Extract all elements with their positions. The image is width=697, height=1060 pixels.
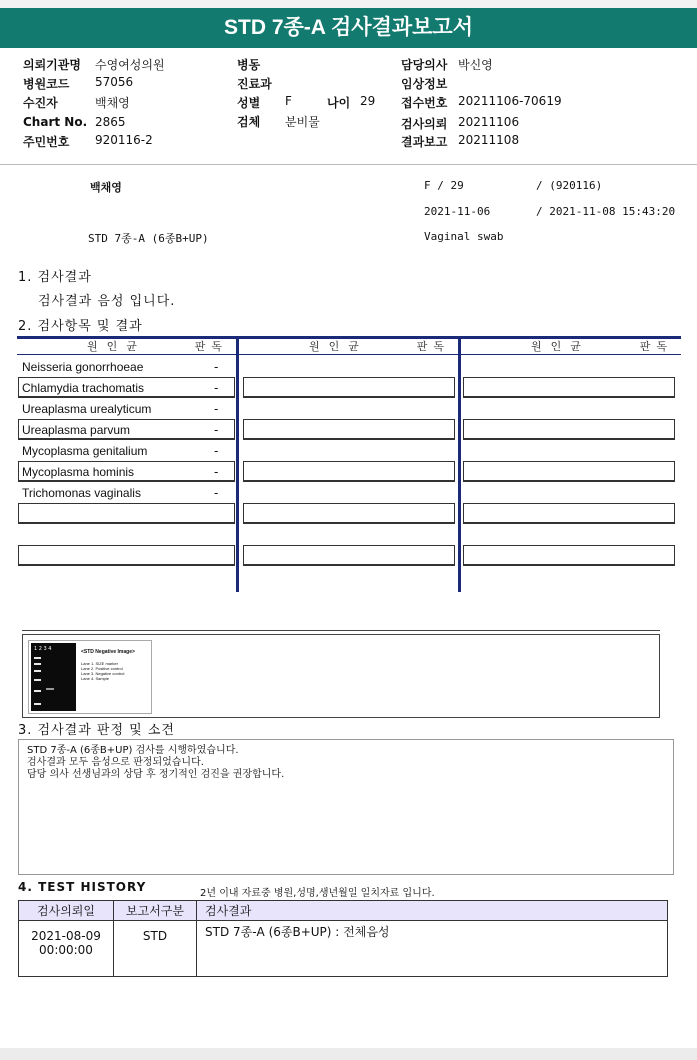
grid-header-rule <box>17 354 681 355</box>
header-result: 판독 <box>194 340 228 353</box>
grid-header-3 <box>461 339 681 354</box>
clinical-label: 임상정보 <box>401 77 448 91</box>
history-row <box>19 921 668 977</box>
patient-label: 수진자 <box>23 96 58 110</box>
sex-label: 성별 <box>237 96 261 110</box>
organism-name: Ureaplasma parvum <box>22 423 131 437</box>
print-test: STD 7종-A (6종B+UP) <box>88 232 209 245</box>
marker-band <box>34 663 41 665</box>
row-box <box>463 503 675 524</box>
dept-label: 진료과 <box>237 77 272 91</box>
marker-band <box>34 670 41 672</box>
history-header: 보고서구분 <box>114 901 197 921</box>
marker-band <box>34 657 41 659</box>
print-specimen: Vaginal swab <box>424 230 504 243</box>
gel-lane-caption: Lane 2. Positive control <box>81 666 123 671</box>
organism-name: Chlamydia trachomatis <box>22 381 145 395</box>
grid-header-1 <box>17 339 236 354</box>
request-label: 검사의뢰 <box>401 117 448 131</box>
ward-label: 병동 <box>237 58 261 72</box>
marker-band <box>34 679 41 681</box>
organism-result: - <box>214 402 219 416</box>
accession-label: 접수번호 <box>401 96 448 110</box>
section-1-result: 검사결과 음성 입니다. <box>38 294 176 309</box>
organism-result: - <box>214 360 219 374</box>
print-reported: / 2021-11-08 15:43:20 <box>536 205 676 218</box>
row-box <box>463 419 675 440</box>
specimen-label: 검체 <box>237 115 261 129</box>
top-strip <box>0 0 697 8</box>
hospital-value: 수영여성의원 <box>95 58 165 72</box>
chart-value: 2865 <box>95 115 126 129</box>
history-header: 검사의뢰일 <box>19 901 114 921</box>
header-organism: 원인균 <box>87 340 146 353</box>
organism-name: Mycoplasma hominis <box>22 465 135 479</box>
history-header: 검사결과 <box>197 901 668 921</box>
row-box <box>18 545 235 566</box>
row-box <box>463 545 675 566</box>
history-table <box>18 900 668 977</box>
gel-lane-caption: Lane 3. Negative control <box>81 671 125 676</box>
id-value: 920116-2 <box>95 133 153 147</box>
report-title: STD 7종-A 검사결과보고서 <box>0 8 697 48</box>
request-value: 20211106 <box>458 115 520 129</box>
bottom-strip <box>0 1048 697 1060</box>
age-label: 나이 <box>327 96 351 110</box>
opinion-line: 담당 의사 선생님과의 상담 후 정기적인 검진을 권장합니다. <box>27 769 285 780</box>
section-2-title: 2. 검사항목 및 결과 <box>18 319 143 334</box>
organism-name: Neisseria gonorrhoeae <box>22 360 144 374</box>
section-1-title: 1. 검사결과 <box>18 270 92 285</box>
divider <box>0 164 697 165</box>
organism-name: Mycoplasma genitalium <box>22 444 148 458</box>
row-box <box>243 545 455 566</box>
organism-name: Ureaplasma urealyticum <box>22 402 152 416</box>
image-top-rule <box>22 630 660 631</box>
row-box <box>463 461 675 482</box>
specimen-value: 분비물 <box>285 115 320 129</box>
marker-band <box>34 690 41 692</box>
header-organism: 원인균 <box>309 340 368 353</box>
patient-info-block <box>0 50 697 162</box>
gel-lane-numbers: 1 2 3 4 <box>34 646 52 652</box>
code-label: 병원코드 <box>23 77 70 91</box>
id-label: 주민번호 <box>23 135 70 149</box>
grid-header-2 <box>239 339 458 354</box>
report-value: 20211108 <box>458 133 520 147</box>
opinion-line: STD 7종-A (6종B+UP) 검사를 시행하였습니다. <box>27 745 239 756</box>
row-box <box>243 503 455 524</box>
accession-value: 20211106-70619 <box>458 94 562 108</box>
header-organism: 원인균 <box>531 340 590 353</box>
grid-divider-1 <box>236 336 239 592</box>
organism-result: - <box>214 381 219 395</box>
history-note: 2년 이내 자료중 병원,성명,생년월일 일치자료 입니다. <box>200 888 435 899</box>
gel-lane-caption: Lane 4. Sample <box>81 676 110 681</box>
print-received: 2021-11-06 <box>424 205 491 218</box>
code-value: 57056 <box>95 75 134 89</box>
opinion-line: 검사결과 모두 음성으로 판정되었습니다. <box>27 757 204 768</box>
age-value: 29 <box>360 94 376 108</box>
gel-image-box <box>22 634 660 718</box>
header-result: 판독 <box>416 340 450 353</box>
grid-divider-2 <box>458 336 461 592</box>
organism-result: - <box>214 444 219 458</box>
organism-result: - <box>214 423 219 437</box>
print-birth: / (920116) <box>536 179 603 192</box>
print-name: 백채영 <box>90 181 122 194</box>
row-box <box>18 503 235 524</box>
hospital-label: 의뢰기관명 <box>23 58 81 72</box>
patient-value: 백채영 <box>95 96 130 110</box>
section-4-title: 4. TEST HISTORY <box>18 880 147 894</box>
history-date-cell <box>19 921 114 977</box>
opinion-box <box>18 739 674 875</box>
result-grid <box>17 336 681 592</box>
gel-lane-caption: Lane 1. SIZE marker <box>81 661 118 666</box>
marker-band <box>34 703 41 705</box>
row-box <box>463 377 675 398</box>
organism-result: - <box>214 486 219 500</box>
header-result: 판독 <box>639 340 673 353</box>
history-type: STD <box>114 921 197 977</box>
organism-result: - <box>214 465 219 479</box>
report-label: 결과보고 <box>401 135 448 149</box>
doctor-label: 담당의사 <box>401 58 448 72</box>
doctor-value: 박신영 <box>458 58 493 72</box>
sex-value: F <box>285 94 292 108</box>
control-band <box>46 688 54 690</box>
chart-label: Chart No. <box>23 115 88 129</box>
history-date: 2021-08-09 <box>31 929 101 943</box>
row-box <box>243 461 455 482</box>
gel-title: <STD Negative Image> <box>81 649 135 655</box>
history-time: 00:00:00 <box>39 943 93 957</box>
print-sex-age: F / 29 <box>424 179 464 192</box>
organism-name: Trichomonas vaginalis <box>22 486 141 500</box>
gel-image <box>28 640 152 714</box>
row-box <box>243 419 455 440</box>
history-result: STD 7종-A (6종B+UP) : 전체음성 <box>197 921 668 977</box>
section-3-title: 3. 검사결과 판정 및 소견 <box>18 723 175 738</box>
row-box <box>243 377 455 398</box>
gel-photo <box>31 643 76 711</box>
